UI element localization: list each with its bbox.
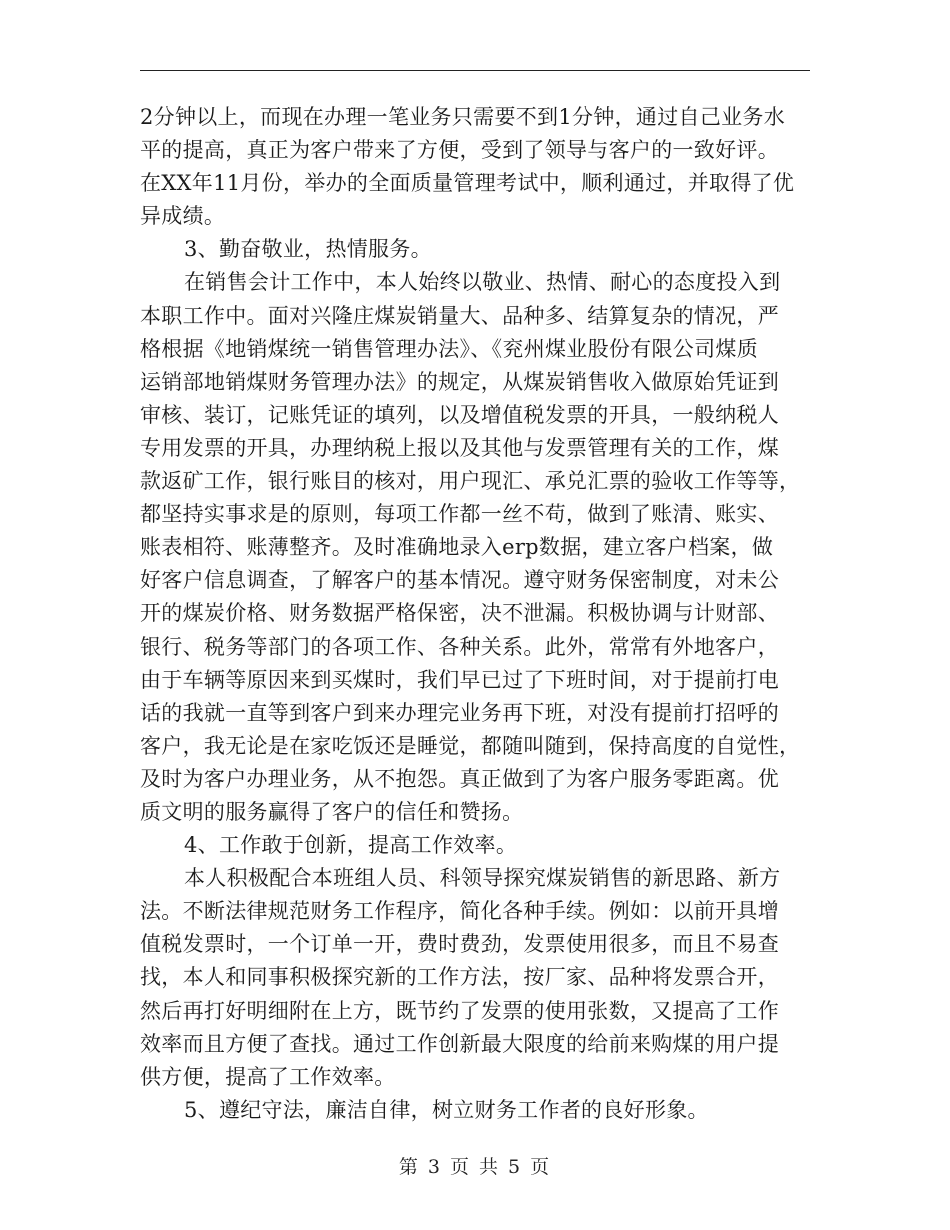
text-line: 话的我就一直等到客户到来办理完业务再下班，对没有提前打招呼的 [140,700,779,725]
text-line: 本职工作中。面对兴隆庄煤炭销量大、品种多、结算复杂的情况，严 [140,303,779,328]
text-line: 然后再打好明细附在上方，既节约了发票的使用张数，又提高了工作 [140,998,779,1023]
text-line: 都坚持实事求是的原则，每项工作都一丝不苟，做到了账清、账实、 [140,502,779,527]
text-line: 5、遵纪守法，廉洁自律，树立财务工作者的良好形象。 [184,1097,709,1122]
text-line: 找，本人和同事积极探究新的工作方法，按厂家、品种将发票合开， [140,965,779,990]
text-line: 质文明的服务赢得了客户的信任和赞扬。 [140,799,524,824]
text-line: 2分钟以上，而现在办理一笔业务只需要不到1分钟，通过自己业务水 [140,105,786,129]
text-line: 在销售会计工作中，本人始终以敬业、热情、耐心的态度投入到 [184,270,781,295]
text-line: 及时为客户办理业务，从不抱怨。真正做到了为客户服务零距离。优 [140,766,779,791]
text-line: 银行、税务等部门的各项工作、各种关系。此外，常常有外地客户， [140,634,779,659]
text-line: 审核、装订，记账凭证的填列，以及增值税发票的开具，一般纳税人 [140,402,779,427]
text-line: 法。不断法律规范财务工作程序，简化各种手续。例如：以前开具增 [140,899,779,924]
text-line: 在XX年11月份，举办的全面质量管理考试中，顺利通过，并取得了优 [140,171,795,196]
text-line: 平的提高，真正为客户带来了方便，受到了领导与客户的一致好评。 [140,138,779,163]
text-line: 由于车辆等原因来到买煤时，我们早已过了下班时间，对于提前打电 [140,667,779,692]
text-line: 款返矿工作，银行账目的核对，用户现汇、承兑汇票的验收工作等等， [140,469,801,494]
page-number-footer: 第 3 页 共 5 页 [398,1156,552,1178]
text-line: 3、勤奋敬业，热情服务。 [184,237,432,262]
text-line: 客户，我无论是在家吃饭还是睡觉，都随叫随到，保持高度的自觉性， [140,733,801,758]
document-body [140,101,810,1127]
text-line: 专用发票的开具，办理纳税上报以及其他与发票管理有关的工作，煤 [140,435,779,460]
text-line: 供方便，提高了工作效率。 [140,1064,396,1089]
text-line: 异成绩。 [140,204,226,229]
text-line: 格根据《地销煤统一销售管理办法》、《兖州煤业股份有限公司煤质 [140,336,758,361]
text-line: 值税发票时，一个订单一开，费时费劲，发票使用很多，而且不易查 [140,932,779,957]
text-line: 效率而且方便了查找。通过工作创新最大限度的给前来购煤的用户提 [140,1031,779,1056]
text-line: 开的煤炭价格、财务数据严格保密，决不泄漏。积极协调与计财部、 [140,601,779,626]
text-line: 4、工作敢于创新，提高工作效率。 [184,833,518,858]
text-line: 好客户信息调查，了解客户的基本情况。遵守财务保密制度，对未公 [140,568,779,593]
text-line: 账表相符、账薄整齐。及时准确地录入erp数据，建立客户档案，做 [140,535,774,560]
text-line: 本人积极配合本班组人员、科领导探究煤炭销售的新思路、新方 [184,866,781,891]
header-rule [140,70,810,71]
text-line: 运销部地销煤财务管理办法》的规定，从煤炭销售收入做原始凭证到 [140,369,779,394]
